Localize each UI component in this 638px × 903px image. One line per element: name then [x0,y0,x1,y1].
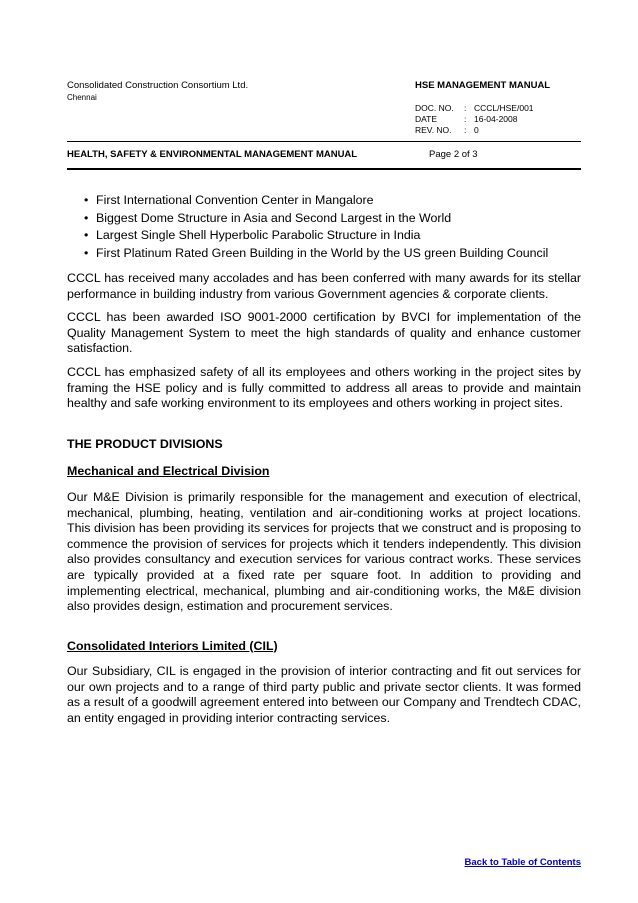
header-right [415,80,581,136]
list-item [67,246,581,264]
meta-value: 16-04-2008 [474,114,518,124]
list-item-text: Largest Single Shell Hyperbolic Parabolic Structure in India [96,228,421,242]
mne-division-heading: Mechanical and Electrical Division [67,464,270,479]
meta-doc-no [415,103,581,114]
meta-key: DATE [415,114,438,124]
meta-value: CCCL/HSE/001 [474,103,534,113]
company-name: Consolidated Construction Consortium Ltd. [67,80,249,91]
cil-heading: Consolidated Interiors Limited (CIL) [67,638,278,653]
paragraph-mne: Our M&E Division is primarily responsible for the management and execution of electrical, mechanical, plumbing, heating, ventilation and air-conditioning works at project locations. This division has been providing its services for projects that we construct and is proposing to commence the provision of services for projects which it tenders independently. This division also provides consultancy and execution services for various contract works. These services are typically provided at a fixed rate per square foot. In addition to providing and implementing electrical, mechanical, plumbing and air-conditioning works, the M&E division also provides design, estimation and procurement services. [67,489,581,614]
bullet-icon: • [84,228,89,242]
document-body [67,193,581,727]
paragraph-accolades: CCCL has received many accolades and has been conferred with many awards for its stellar performance in building industry from various Government agencies & corporate clients. [67,271,581,301]
bullet-icon: • [84,245,89,260]
list-item-text: First International Convention Center in Mangalore [96,193,374,207]
bullet-icon: • [84,193,89,207]
back-to-toc-link[interactable]: Back to Table of Contents [464,857,581,868]
meta-sep: : [464,103,467,113]
document-meta [415,103,581,136]
meta-key: REV. NO. [415,125,452,135]
meta-value: 0 [474,125,479,135]
page-number: Page 2 of 3 [429,149,478,160]
meta-rev-no [415,125,581,136]
header-bottom-rule [67,168,581,170]
header-left [67,80,387,103]
meta-sep: : [464,125,467,135]
manual-title: HSE MANAGEMENT MANUAL [415,80,551,91]
meta-key: DOC. NO. [415,103,454,113]
list-item [67,193,581,211]
section-title: HEALTH, SAFETY & ENVIRONMENTAL MANAGEMENT MANUAL [67,149,358,160]
paragraph-iso: CCCL has been awarded ISO 9001-2000 certification by BVCI for implementation of the Quality Management System to meet the high standards of quality and enhance customer satisfaction. [67,310,581,356]
meta-date [415,114,581,125]
paragraph-safety: CCCL has emphasized safety of all its employees and others working in the project sites by framing the HSE policy and is fully committed to address all areas to provide and maintain healthy and safe working environment to its employees and others working in project sites. [67,364,581,411]
list-item [67,228,581,246]
bullet-icon: • [84,210,89,225]
list-item-text: First Platinum Rated Green Building in the World by the US green Building Council [96,245,549,260]
list-item [67,211,581,229]
meta-sep: : [464,114,467,124]
company-city: Chennai [67,93,97,102]
header-divider [67,141,581,142]
achievements-list [67,193,581,263]
product-divisions-heading: THE PRODUCT DIVISIONS [67,436,223,451]
paragraph-cil: Our Subsidiary, CIL is engaged in the provision of interior contracting and fit out services for our own projects and to a range of third party public and private sector clients. It was formed as a result of a goodwill agreement entered into between our Company and Trendtech CDAC, an entity engaged in providing interior contracting services. [67,664,581,726]
list-item-text: Biggest Dome Structure in Asia and Second Largest in the World [96,210,452,225]
